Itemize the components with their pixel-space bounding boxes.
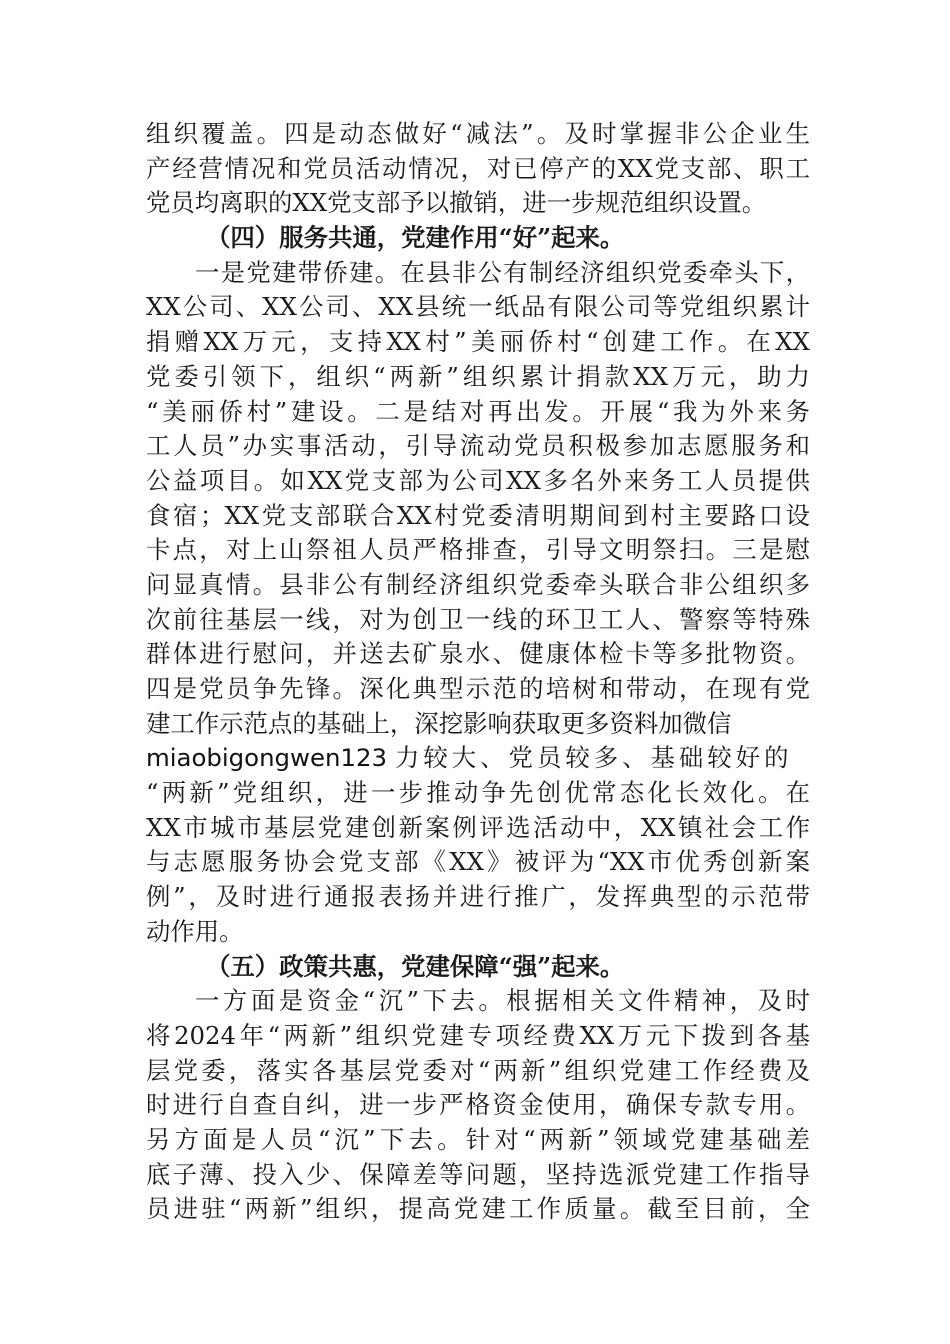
paragraph-line: 捐赠XX万元，支持XX村”美丽侨村“创建工作。在XX [146,327,810,357]
document-page [146,117,810,1227]
paragraph-line: 食宿；XX党支部联合XX村党委清明期间到村主要路口设 [146,500,810,530]
paragraph-line-with-promo [146,741,810,776]
paragraph-line: XX市城市基层党建创新案例评选活动中，XX镇社会工作 [146,812,810,842]
paragraph-line: 与志愿服务协会党支部《XX》被评为“XX市优秀创新案 [146,847,810,877]
paragraph-line: 次前往基层一线，对为创卫一线的环卫工人、警察等特殊 [146,604,810,634]
section-heading-four: （四）服务共通，党建作用“好”起来。 [206,223,625,253]
paragraph-line-with-promo [146,707,810,742]
paragraph-line: 党员均离职的XX党支部予以撤销，进一步规范组织设置。 [146,188,767,218]
paragraph-line: 一是党建带侨建。在县非公有制经济组织党委牵头下， [195,257,810,287]
promo-watermark-text: 获取更多资料加微信 [511,708,732,738]
paragraph-line: 时进行自查自纠，进一步严格资金使用，确保专款专用。 [146,1090,810,1120]
paragraph-line: 将2024年“两新”组织党建专项经费XX万元下拨到各基 [146,1020,810,1050]
paragraph-line: 工人员”办实事活动，引导流动党员积极参加志愿服务和 [146,431,810,461]
paragraph-line: 问显真情。县非公有制经济组织党委牵头联合非公组织多 [146,569,810,599]
paragraph-line: 群体进行慰问，并送去矿泉水、健康体检卡等多批物资。 [146,639,810,669]
paragraph-line: 员进驻“两新”组织，提高党建工作质量。截至目前，全 [146,1194,810,1224]
paragraph-line: “两新”党组织，进一步推动争先创优常态化长效化。在 [146,778,810,808]
paragraph-line: 层党委，落实各基层党委对“两新”组织党建工作经费及 [146,1055,810,1085]
paragraph-line: XX公司、XX公司、XX县统一纸品有限公司等党组织累计 [146,292,810,322]
paragraph-line: 卡点，对上山祭祖人员严格排查，引导文明祭扫。三是慰 [146,535,810,565]
paragraph-line: 党委引领下，组织“两新”组织累计捐款XX万元，助力 [146,361,810,391]
paragraph-line: 四是党员争先锋。深化典型示范的培树和带动，在现有党 [146,674,810,703]
paragraph-line: 底子薄、投入少、保障差等问题，坚持选派党建工作指导 [146,1159,810,1189]
paragraph-line: 公益项目。如XX党支部为公司XX多名外来务工人员提供 [146,465,810,495]
paragraph-line: 组织覆盖。四是动态做好“减法”。及时掌握非公企业生 [146,119,810,148]
paragraph-line: “美丽侨村”建设。二是结对再出发。开展“我为外来务 [146,396,810,426]
paragraph-line: 另方面是人员“沉”下去。针对“两新”领域党建基础差 [146,1124,810,1154]
paragraph-line: 一方面是资金“沉”下去。根据相关文件精神，及时 [195,986,810,1016]
paragraph-fragment: 力较大、党员较多、基础较好的 [394,743,793,773]
paragraph-fragment: 建工作示范点的基础上，深挖影响 [146,708,512,738]
paragraph-line: 例”，及时进行通报表扬并进行推广，发挥典型的示范带 [146,882,810,912]
paragraph-line: 动作用。 [146,916,244,946]
promo-wechat-id: miaobigongwen123 [146,743,387,773]
paragraph-line: 产经营情况和党员活动情况，对已停产的XX党支部、职工 [146,153,810,183]
section-heading-five: （五）政策共惠，党建保障“强”起来。 [206,951,625,981]
